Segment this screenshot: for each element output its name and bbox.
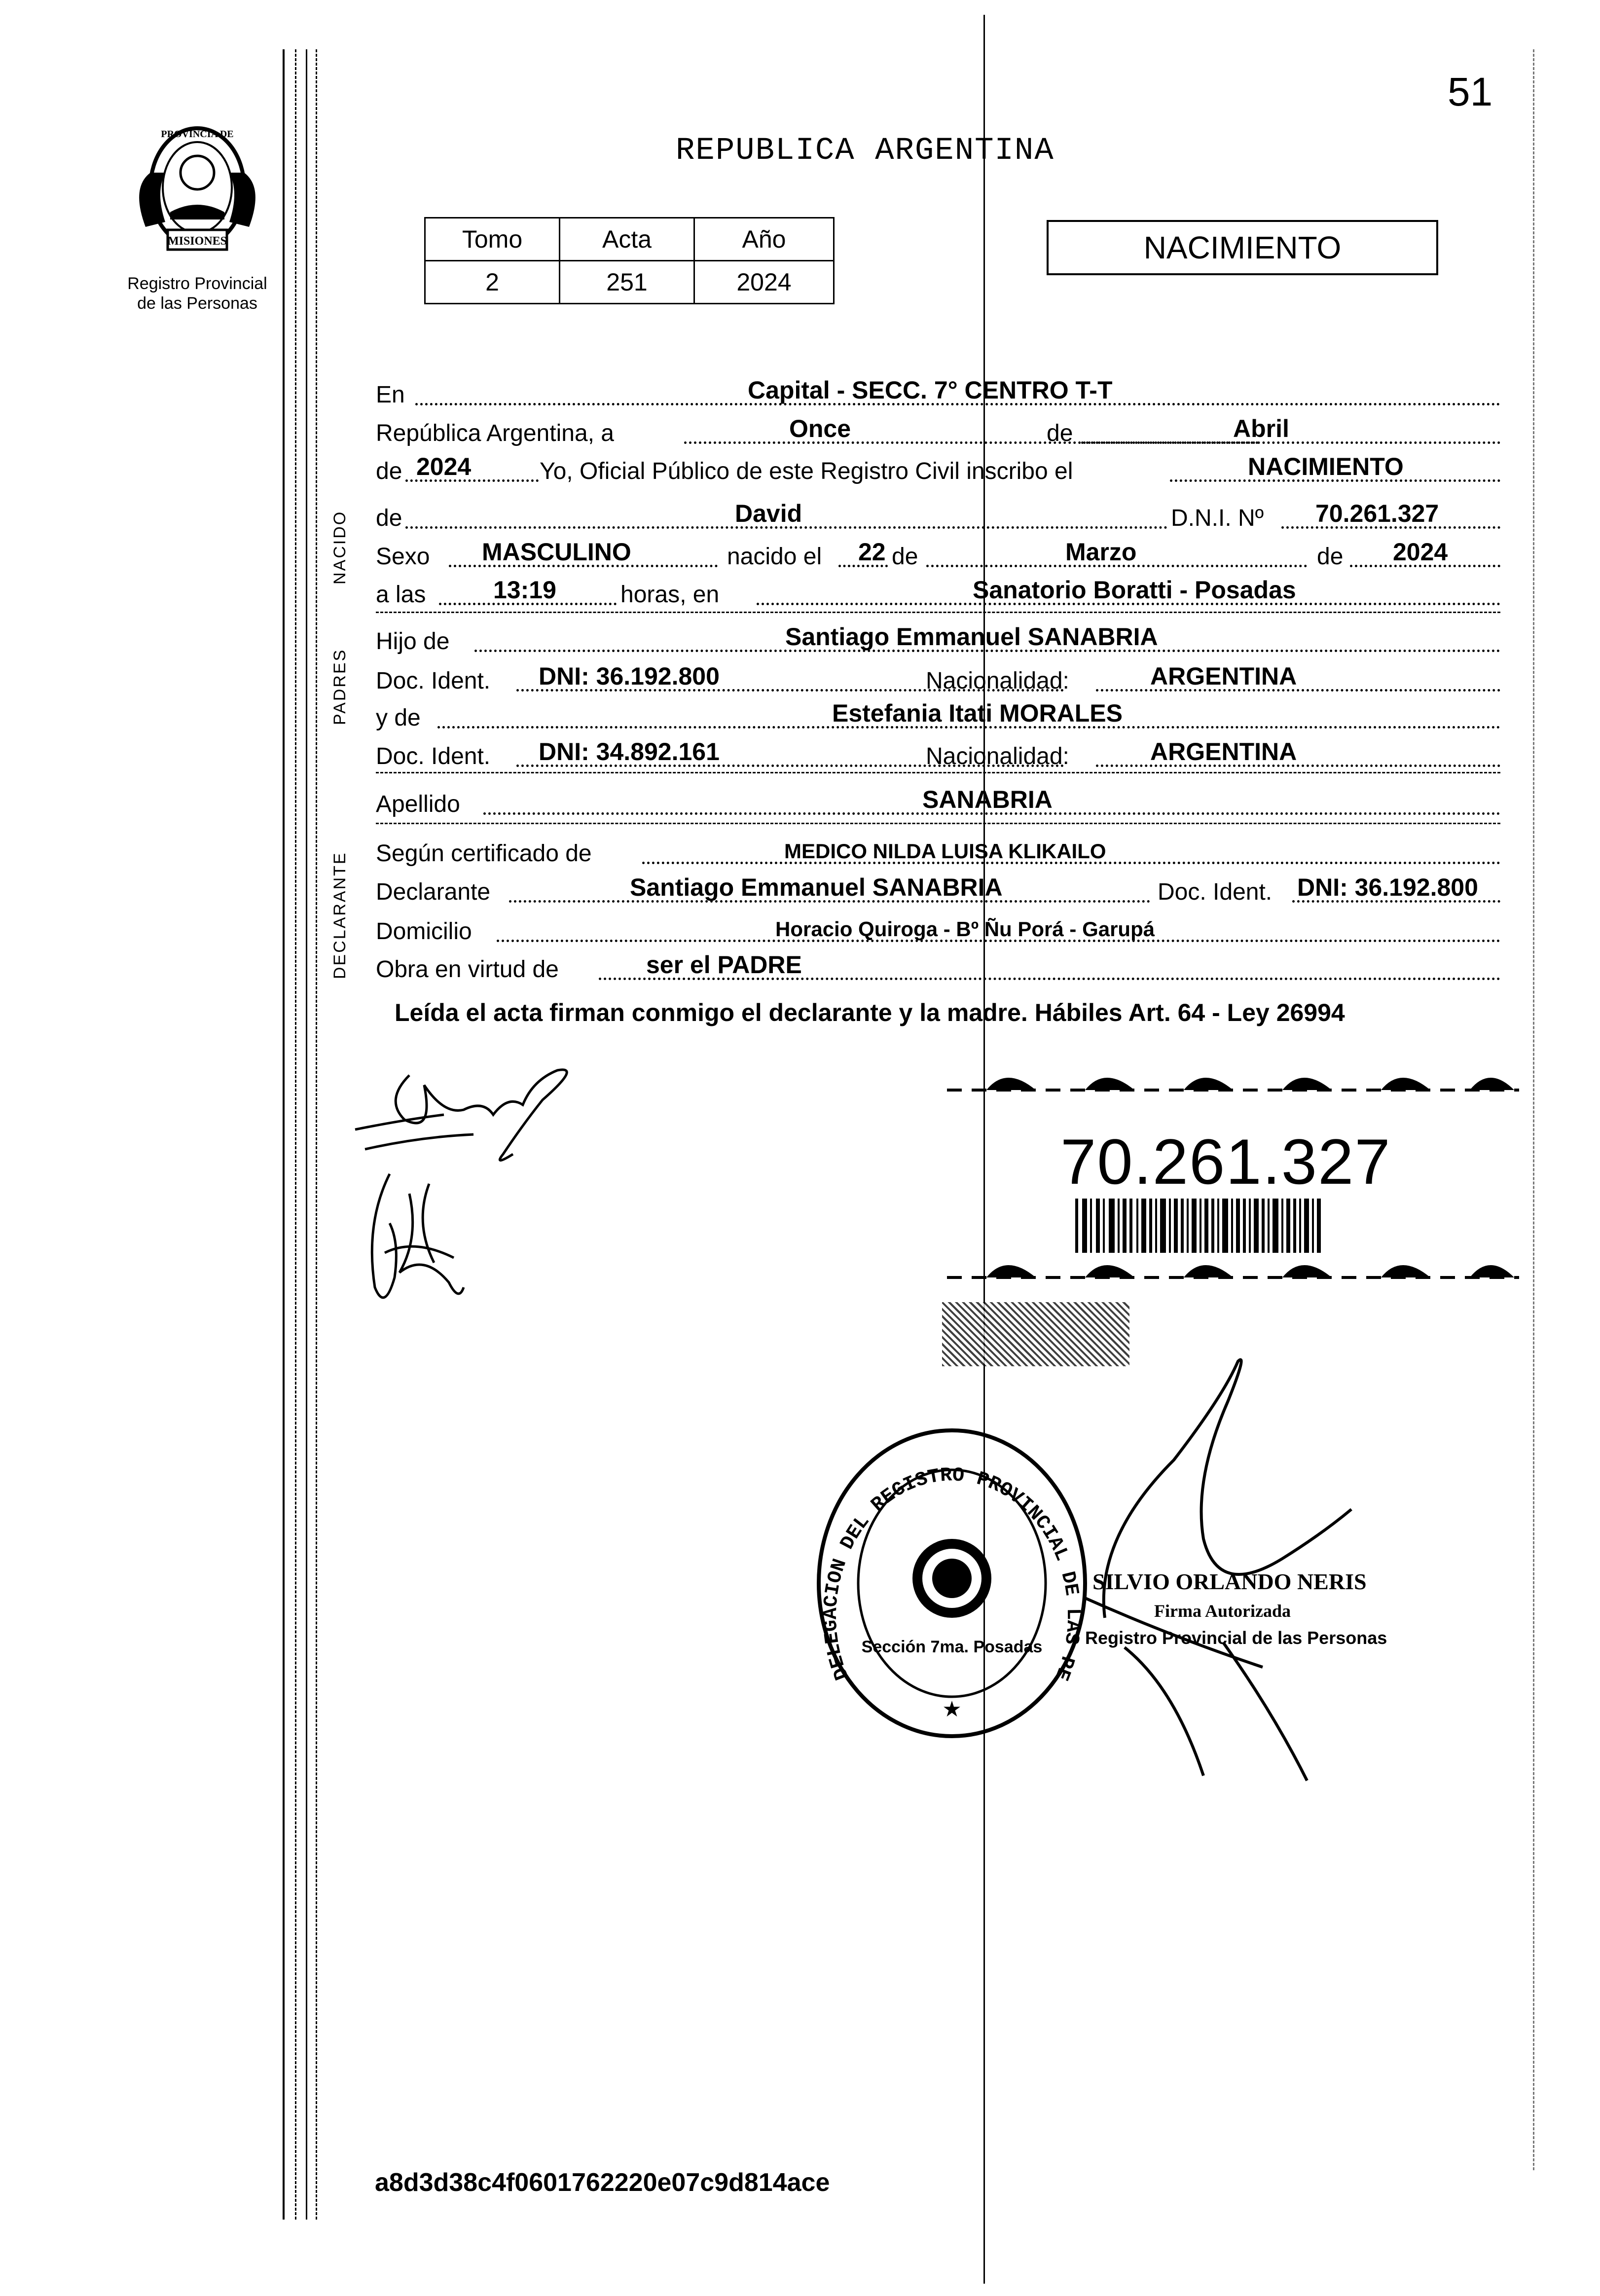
side-label-padres: PADRES [330, 648, 349, 725]
row-padre [376, 617, 1500, 655]
de2-label: de [376, 458, 402, 484]
registry-label [99, 274, 296, 313]
father-doc-value: DNI: 36.192.800 [539, 662, 720, 690]
birth-year-value: 2024 [1393, 538, 1448, 566]
official-org: Registro Provincial de las Personas [1085, 1628, 1387, 1648]
value-anio: 2024 [694, 261, 834, 304]
name-value: David [735, 500, 802, 527]
right-margin-line [1533, 49, 1534, 2170]
side-label-nacido: NACIDO [330, 510, 349, 584]
republica-label: República Argentina, a [376, 420, 614, 446]
day-value: Once [789, 415, 851, 442]
nac2-label: Nacionalidad: [926, 743, 1069, 769]
domicilio-value: Horacio Quiroga - Bº Ñu Porá - Garupá [775, 917, 1155, 941]
section-divider [376, 772, 1500, 773]
registry-label-line1: Registro Provincial [127, 274, 267, 293]
registry-label-line2: de las Personas [137, 294, 257, 313]
yde-label: y de [376, 705, 421, 731]
reference-table-value-row [425, 261, 834, 304]
margin-line [306, 49, 307, 2220]
apellido-value: SANABRIA [922, 786, 1053, 813]
section-divider [376, 612, 1500, 613]
row-inscripcion [376, 446, 1500, 485]
official-role: Firma Autorizada [1154, 1601, 1291, 1621]
value-tomo: 2 [425, 261, 560, 304]
row-madre-doc [376, 731, 1500, 770]
doc-label: Doc. Ident. [376, 668, 491, 694]
row-sexo [376, 532, 1500, 570]
declarant-signature [345, 1056, 602, 1171]
stamp-ring-text: DELEGACION DEL REGISTRO PROVINCIAL DE LAS PE [820, 1464, 1084, 1683]
row-declarante [376, 867, 1500, 906]
row-certificado [376, 829, 1500, 867]
sexo-value: MASCULINO [482, 538, 631, 566]
declarante-label: Declarante [376, 879, 491, 905]
doc2-label: Doc. Ident. [376, 743, 491, 769]
declarante-doc-value: DNI: 36.192.800 [1297, 874, 1478, 901]
svg-text:MISIONES: MISIONES [167, 235, 227, 248]
en-value: Capital - SECC. 7° CENTRO T-T [748, 376, 1113, 404]
header-tomo: Tomo [425, 218, 560, 261]
row-en [376, 370, 1500, 408]
de5-label: de [1317, 544, 1344, 570]
star-icon: ★ [942, 1697, 962, 1722]
stamp-inner-text: Sección 7ma. Posadas [861, 1638, 1043, 1656]
svg-text:PROVINCIA DE: PROVINCIA DE [161, 129, 234, 140]
margin-line [283, 49, 285, 2220]
de3-label: de [376, 505, 402, 531]
row-domicilio [376, 907, 1500, 945]
section-divider [376, 823, 1500, 824]
de-label: de [1047, 420, 1073, 446]
page-number: 51 [1448, 70, 1493, 114]
father-nat-value: ARGENTINA [1150, 662, 1297, 690]
dni-label: D.N.I. Nº [1171, 505, 1264, 531]
nacido-label: nacido el [727, 544, 822, 570]
country-title: REPUBLICA ARGENTINA [676, 133, 1055, 169]
mother-nat-value: ARGENTINA [1150, 738, 1297, 765]
time-value: 13:19 [493, 576, 556, 604]
birth-month-value: Marzo [1065, 538, 1137, 566]
official-name: SILVIO ORLANDO NERIS [1092, 1569, 1367, 1594]
declarante-value: Santiago Emmanuel SANABRIA [630, 874, 1003, 901]
en-label: En [376, 382, 405, 408]
doc3-label: Doc. Ident. [1158, 879, 1273, 905]
row-padre-doc [376, 656, 1500, 694]
margin-line [295, 49, 296, 2220]
province-emblem [121, 113, 274, 261]
obra-value: ser el PADRE [646, 951, 802, 979]
registry-stamp [809, 1421, 1095, 1749]
segun-value: MEDICO NILDA LUISA KLIKAILO [784, 839, 1106, 863]
value-acta: 251 [560, 261, 694, 304]
obra-label: Obra en virtud de [376, 956, 559, 983]
month-value: Abril [1233, 415, 1289, 442]
row-fecha [376, 408, 1500, 447]
barcode-number: 70.261.327 [1060, 1126, 1391, 1198]
header-anio: Año [694, 218, 834, 261]
closing-text: Leída el acta firman conmigo el declarante y la madre. Hábiles Art. 64 - Ley 26994 [395, 999, 1345, 1026]
mother-signature [355, 1164, 503, 1334]
side-label-declarante: DECLARANTE [330, 851, 349, 979]
header-acta: Acta [560, 218, 694, 261]
dotted-line [1081, 441, 1500, 444]
sexo-label: Sexo [376, 544, 430, 570]
nac-label: Nacionalidad: [926, 668, 1069, 694]
mother-doc-value: DNI: 34.892.161 [539, 738, 720, 765]
place-value: Sanatorio Boratti - Posadas [973, 576, 1296, 604]
reference-table [424, 217, 835, 304]
row-nombre [376, 493, 1500, 532]
row-obra [376, 945, 1500, 983]
horas-label: horas, en [620, 582, 720, 608]
dni-value: 70.261.327 [1315, 500, 1439, 527]
apellido-label: Apellido [376, 791, 460, 817]
de4-label: de [892, 544, 918, 570]
father-value: Santiago Emmanuel SANABRIA [785, 623, 1158, 651]
year-value: 2024 [416, 453, 472, 480]
hijo-label: Hijo de [376, 628, 450, 655]
row-apellido [376, 779, 1500, 818]
row-madre [376, 693, 1500, 731]
segun-label: Según certificado de [376, 840, 592, 867]
margin-line [316, 49, 317, 2220]
row-hora [376, 570, 1500, 608]
alas-label: a las [376, 582, 426, 608]
domicilio-label: Domicilio [376, 918, 472, 945]
oficial-text: Yo, Oficial Público de este Registro Civil inscribo el [540, 458, 1073, 484]
document-hash: a8d3d38c4f0601762220e07c9d814ace [375, 2168, 830, 2197]
reference-table-header-row [425, 218, 834, 261]
birth-day-value: 22 [858, 538, 886, 566]
mother-value: Estefania Itati MORALES [832, 699, 1123, 727]
act-type-box: NACIMIENTO [1047, 220, 1438, 275]
inscribo-value: NACIMIENTO [1248, 453, 1404, 480]
